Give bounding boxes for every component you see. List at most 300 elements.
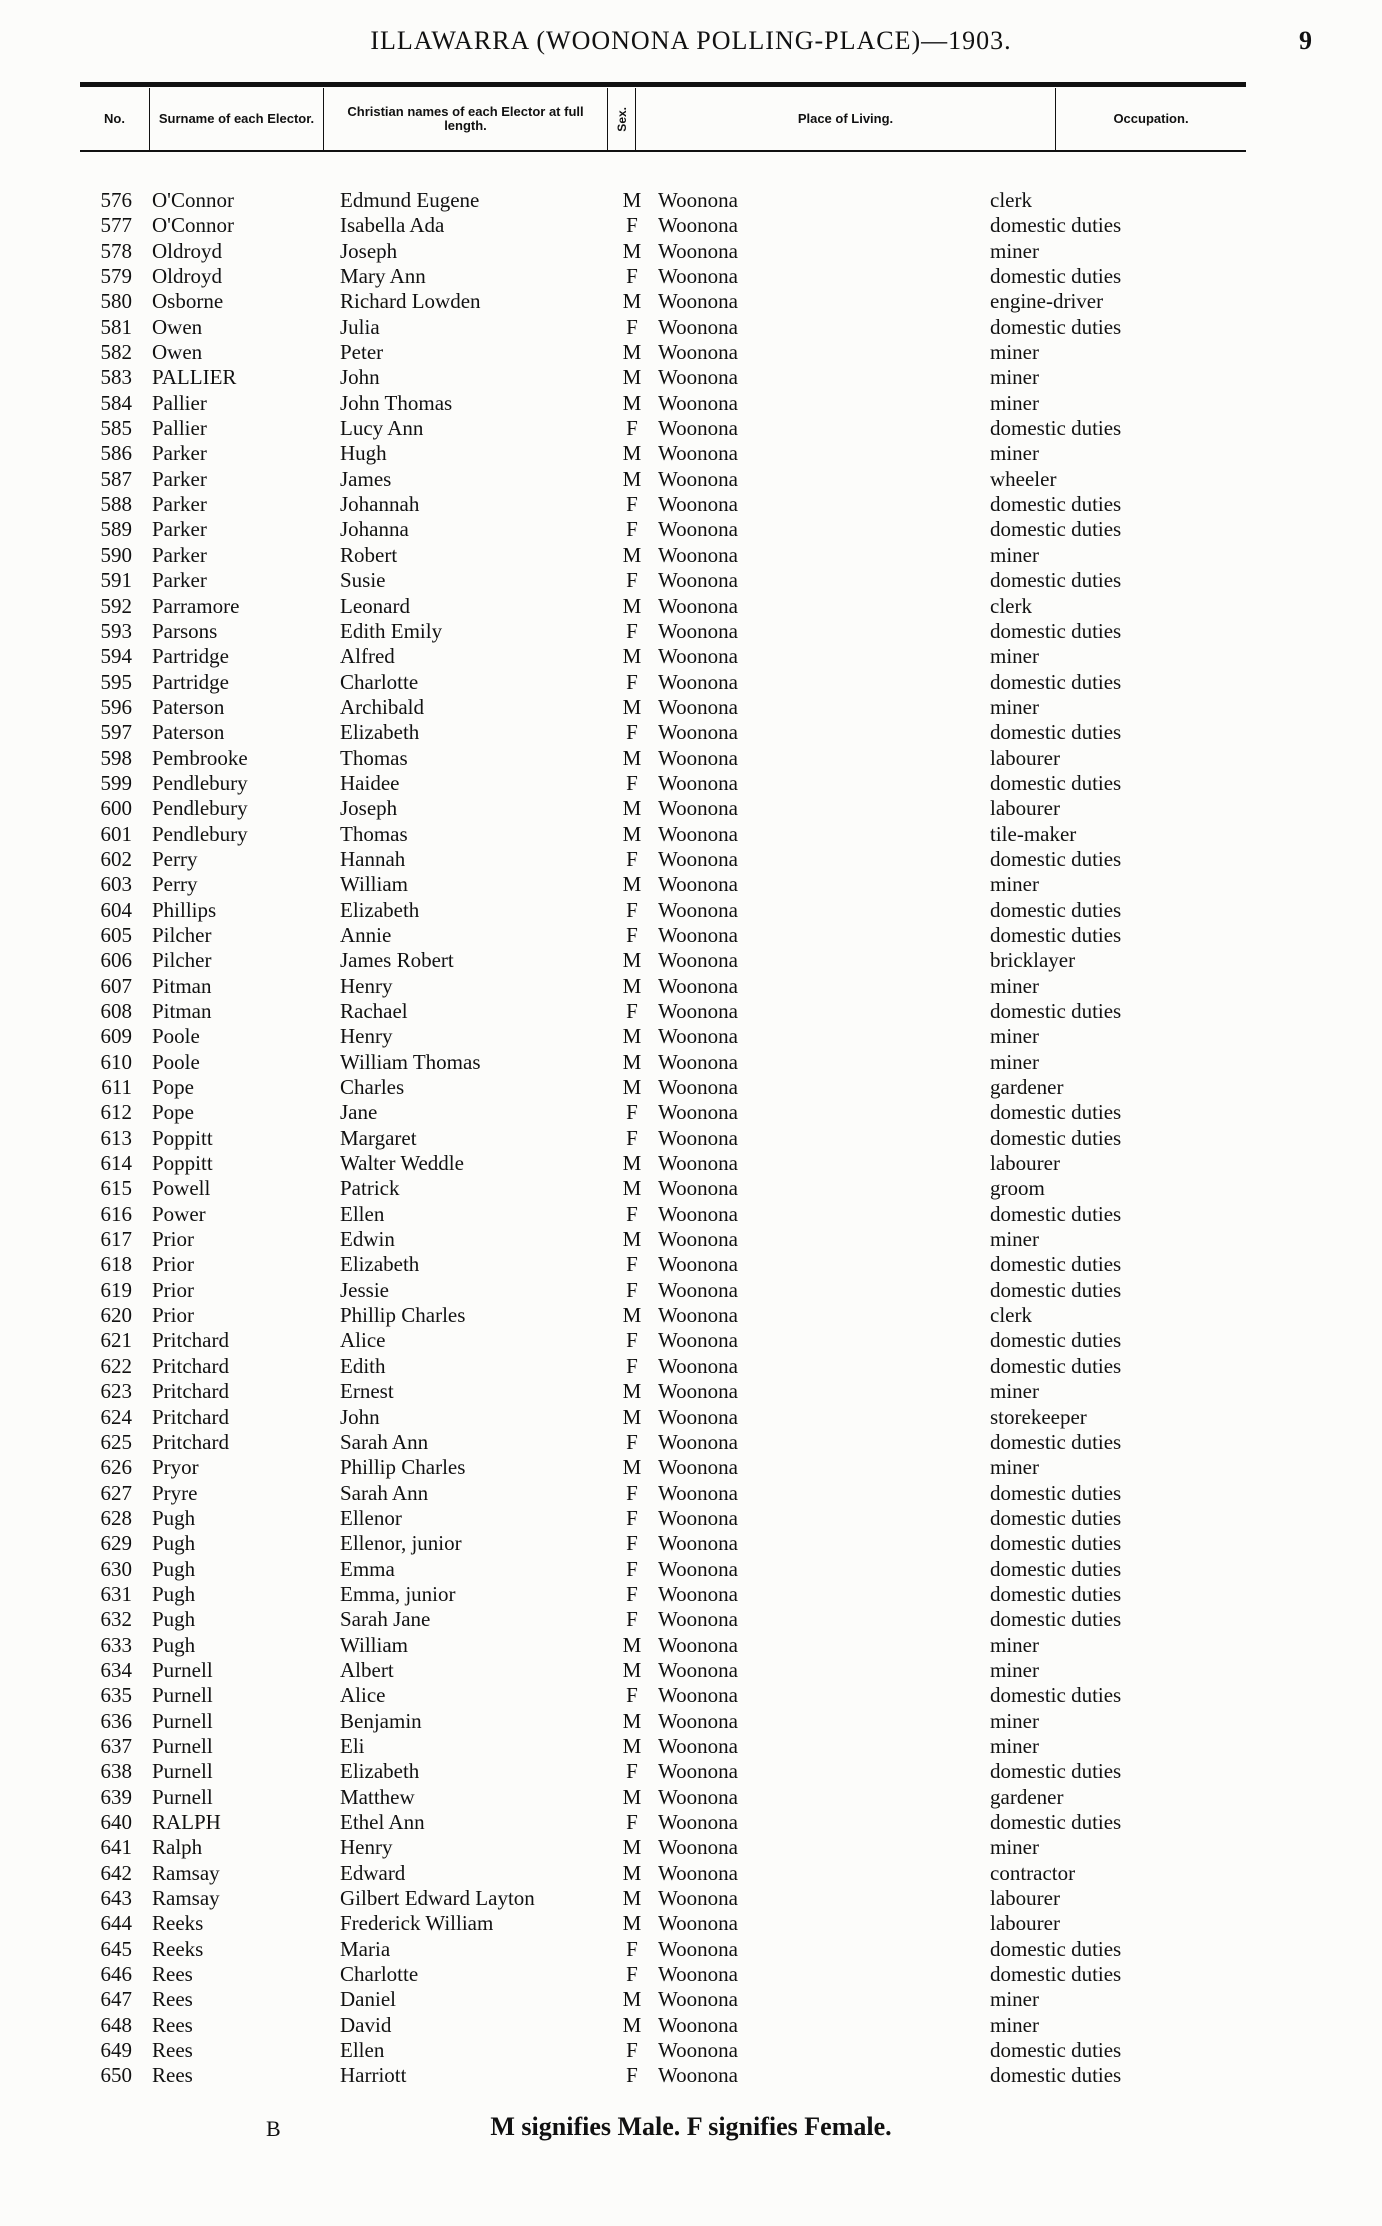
surname-cell: Pryor — [152, 1455, 199, 1480]
sex-cell: M — [622, 365, 642, 390]
christian-names-cell: Margaret — [340, 1125, 417, 1150]
surname-cell: Prior — [152, 1252, 194, 1277]
place-cell: Woonona — [658, 1024, 738, 1049]
surname-cell: Powell — [152, 1176, 211, 1201]
occupation-cell: clerk — [990, 188, 1032, 212]
sex-cell: M — [622, 542, 642, 567]
table-row — [0, 1861, 1382, 1886]
place-cell: Woonona — [658, 1556, 738, 1581]
table-row — [0, 188, 1382, 213]
table-row — [0, 1582, 1382, 1607]
occupation-cell: domestic duties — [990, 1100, 1122, 1125]
table-row — [0, 517, 1382, 542]
elector-list — [0, 188, 1382, 2089]
christian-names-cell: Edmund Eugene — [340, 188, 480, 212]
surname-cell: Pritchard — [152, 1379, 229, 1404]
place-cell: Woonona — [658, 999, 738, 1023]
occupation-cell: domestic duties — [990, 922, 1122, 947]
surname-cell: Pendlebury — [152, 770, 248, 795]
sex-cell: F — [626, 416, 638, 441]
row-number: 619 — [100, 1277, 132, 1302]
row-number: 598 — [100, 745, 132, 770]
surname-cell: Reeks — [152, 1911, 204, 1936]
christian-names-cell: Joseph — [340, 796, 398, 821]
sex-cell: M — [622, 1708, 642, 1733]
occupation-cell: miner — [990, 2012, 1039, 2037]
place-cell: Woonona — [658, 618, 738, 643]
christian-names-cell: Alfred — [340, 644, 395, 669]
table-row — [0, 213, 1382, 238]
christian-names-cell: Joseph — [340, 238, 398, 263]
place-cell: Woonona — [658, 897, 738, 922]
sex-cell: M — [622, 1049, 642, 1074]
place-cell: Woonona — [658, 2063, 738, 2088]
surname-cell: Perry — [152, 846, 198, 871]
surname-cell: Pendlebury — [152, 821, 248, 846]
row-number: 611 — [101, 1075, 132, 1100]
table-row — [0, 822, 1382, 847]
occupation-cell: miner — [990, 390, 1039, 415]
table-row — [0, 1987, 1382, 2012]
table-row — [0, 1202, 1382, 1227]
table-row — [0, 1354, 1382, 1379]
place-cell: Woonona — [658, 1911, 738, 1936]
surname-cell: Purnell — [152, 1683, 213, 1708]
occupation-cell: domestic duties — [990, 1353, 1122, 1378]
christian-names-cell: John Thomas — [340, 390, 453, 415]
row-number: 596 — [100, 694, 132, 719]
surname-cell: Prior — [152, 1277, 194, 1302]
row-number: 637 — [100, 1733, 132, 1758]
christian-names-cell: Maria — [340, 1936, 391, 1961]
surname-cell: Partridge — [152, 669, 229, 694]
row-number: 604 — [100, 897, 132, 922]
place-cell: Woonona — [658, 1759, 738, 1784]
surname-cell: Purnell — [152, 1784, 213, 1809]
place-cell: Woonona — [658, 542, 738, 567]
page-number: 9 — [1299, 26, 1312, 55]
sex-cell: M — [622, 1860, 642, 1885]
table-row — [0, 1683, 1382, 1708]
row-number: 633 — [100, 1632, 132, 1657]
christian-names-cell: Ellenor — [340, 1505, 402, 1530]
place-cell: Woonona — [658, 1151, 738, 1176]
occupation-cell: domestic duties — [990, 1252, 1122, 1277]
sex-cell: F — [626, 1328, 638, 1353]
table-row — [0, 264, 1382, 289]
christian-names-cell: Henry — [340, 973, 393, 998]
surname-cell: Parker — [152, 466, 207, 491]
sex-cell: F — [626, 492, 638, 517]
occupation-cell: domestic duties — [990, 846, 1122, 871]
row-number: 632 — [100, 1607, 132, 1632]
row-number: 649 — [100, 2038, 132, 2063]
christian-names-cell: Frederick William — [340, 1911, 494, 1936]
christian-names-cell: Lucy Ann — [340, 416, 424, 441]
page-title: ILLAWARRA (WOONONA POLLING-PLACE)—1903. — [370, 26, 1012, 55]
table-row — [0, 999, 1382, 1024]
row-number: 624 — [100, 1404, 132, 1429]
occupation-cell: domestic duties — [990, 1683, 1122, 1708]
place-cell: Woonona — [658, 745, 738, 770]
occupation-cell: miner — [990, 973, 1039, 998]
table-row — [0, 1709, 1382, 1734]
row-number: 631 — [100, 1581, 132, 1606]
surname-cell: Pugh — [152, 1632, 196, 1657]
place-cell: Woonona — [658, 644, 738, 669]
occupation-cell: storekeeper — [990, 1404, 1087, 1429]
surname-cell: Rees — [152, 2038, 193, 2063]
row-number: 602 — [100, 846, 132, 871]
table-row — [0, 1126, 1382, 1151]
place-cell: Woonona — [658, 1480, 738, 1505]
row-number: 627 — [100, 1480, 132, 1505]
row-number: 650 — [100, 2063, 132, 2088]
sex-cell: F — [626, 517, 638, 542]
place-cell: Woonona — [658, 1581, 738, 1606]
place-cell: Woonona — [658, 1176, 738, 1201]
occupation-cell: miner — [990, 1227, 1039, 1252]
sex-cell: F — [626, 2038, 638, 2063]
table-row — [0, 289, 1382, 314]
table-row — [0, 315, 1382, 340]
sex-cell: F — [626, 568, 638, 593]
table-row — [0, 239, 1382, 264]
table-row — [0, 492, 1382, 517]
surname-cell: Pritchard — [152, 1404, 229, 1429]
place-cell: Woonona — [658, 213, 738, 238]
table-row — [0, 948, 1382, 973]
christian-names-cell: Phillip Charles — [340, 1303, 466, 1328]
sex-cell: F — [626, 1353, 638, 1378]
place-cell: Woonona — [658, 1075, 738, 1100]
occupation-cell: miner — [990, 1632, 1039, 1657]
surname-cell: Partridge — [152, 644, 229, 669]
table-row — [0, 847, 1382, 872]
table-row — [0, 467, 1382, 492]
table-row — [0, 391, 1382, 416]
occupation-cell: labourer — [990, 745, 1060, 770]
table-row — [0, 1252, 1382, 1277]
sex-cell: M — [622, 1379, 642, 1404]
sex-cell: F — [626, 1607, 638, 1632]
christian-names-cell: Henry — [340, 1835, 393, 1860]
table-row — [0, 416, 1382, 441]
row-number: 612 — [100, 1100, 132, 1125]
occupation-cell: domestic duties — [990, 999, 1122, 1023]
sex-cell: F — [626, 1480, 638, 1505]
occupation-cell: domestic duties — [990, 720, 1122, 745]
place-cell: Woonona — [658, 796, 738, 821]
table-row — [0, 1658, 1382, 1683]
table-row — [0, 1151, 1382, 1176]
sex-legend: M signifies Male. F signifies Female. — [490, 2112, 892, 2141]
sex-cell: M — [622, 1024, 642, 1049]
sex-cell: F — [626, 1505, 638, 1530]
row-number: 625 — [100, 1429, 132, 1454]
christian-names-cell: Benjamin — [340, 1708, 422, 1733]
occupation-cell: miner — [990, 340, 1039, 365]
place-cell: Woonona — [658, 1683, 738, 1708]
surname-cell: Ramsay — [152, 1860, 220, 1885]
row-number: 617 — [100, 1227, 132, 1252]
christian-names-cell: John — [340, 365, 380, 390]
surname-cell: Rees — [152, 1962, 193, 1987]
surname-cell: Poppitt — [152, 1125, 213, 1150]
table-row — [0, 1075, 1382, 1100]
occupation-cell: domestic duties — [990, 1759, 1122, 1784]
christian-names-cell: Jessie — [340, 1277, 389, 1302]
table-row — [0, 746, 1382, 771]
row-number: 629 — [100, 1531, 132, 1556]
sex-cell: M — [622, 188, 642, 212]
table-row — [0, 2013, 1382, 2038]
sex-cell: F — [626, 1429, 638, 1454]
sex-cell: F — [626, 669, 638, 694]
occupation-cell: miner — [990, 644, 1039, 669]
sex-cell: M — [622, 1176, 642, 1201]
row-number: 578 — [100, 238, 132, 263]
occupation-cell: miner — [990, 694, 1039, 719]
occupation-cell: domestic duties — [990, 264, 1122, 289]
occupation-cell: domestic duties — [990, 618, 1122, 643]
sex-cell: F — [626, 1683, 638, 1708]
christian-names-cell: Archibald — [340, 694, 424, 719]
sex-cell: M — [622, 2012, 642, 2037]
surname-cell: Reeks — [152, 1936, 204, 1961]
place-cell: Woonona — [658, 517, 738, 542]
table-row — [0, 1405, 1382, 1430]
occupation-cell: domestic duties — [990, 1505, 1122, 1530]
surname-cell: Pembrooke — [152, 745, 248, 770]
christian-names-cell: Charlotte — [340, 1962, 419, 1987]
row-number: 576 — [100, 188, 132, 212]
christian-names-cell: Johanna — [340, 517, 409, 542]
table-row — [0, 1734, 1382, 1759]
row-number: 605 — [100, 922, 132, 947]
christian-names-cell: Edwin — [340, 1227, 395, 1252]
sex-cell: F — [626, 213, 638, 238]
table-row — [0, 365, 1382, 390]
sex-cell: M — [622, 644, 642, 669]
place-cell: Woonona — [658, 2012, 738, 2037]
christian-names-cell: Elizabeth — [340, 897, 420, 922]
occupation-cell: labourer — [990, 1151, 1060, 1176]
sex-cell: F — [626, 1962, 638, 1987]
surname-cell: Purnell — [152, 1708, 213, 1733]
occupation-cell: miner — [990, 1835, 1039, 1860]
christian-names-cell: David — [340, 2012, 392, 2037]
surname-cell: Owen — [152, 314, 203, 339]
sex-cell: M — [622, 1835, 642, 1860]
christian-names-cell: Alice — [340, 1328, 386, 1353]
row-number: 609 — [100, 1024, 132, 1049]
christian-names-cell: John — [340, 1404, 380, 1429]
place-cell: Woonona — [658, 1277, 738, 1302]
christian-names-cell: William — [340, 872, 408, 897]
row-number: 606 — [100, 948, 132, 973]
place-cell: Woonona — [658, 466, 738, 491]
place-cell: Woonona — [658, 1455, 738, 1480]
occupation-cell: domestic duties — [990, 1328, 1122, 1353]
sex-cell: M — [622, 1455, 642, 1480]
surname-cell: Pugh — [152, 1505, 196, 1530]
column-header-christian-names: Christian names of each Elector at full length. — [324, 88, 608, 150]
place-cell: Woonona — [658, 1632, 738, 1657]
sex-cell: F — [626, 846, 638, 871]
occupation-cell: domestic duties — [990, 1556, 1122, 1581]
sex-cell: M — [622, 1784, 642, 1809]
place-cell: Woonona — [658, 1404, 738, 1429]
table-row — [0, 543, 1382, 568]
christian-names-cell: Robert — [340, 542, 398, 567]
row-number: 610 — [100, 1049, 132, 1074]
place-cell: Woonona — [658, 1860, 738, 1885]
christian-names-cell: Daniel — [340, 1987, 396, 2012]
row-number: 623 — [100, 1379, 132, 1404]
occupation-cell: domestic duties — [990, 1125, 1122, 1150]
christian-names-cell: Emma — [340, 1556, 395, 1581]
column-header-sex-label: Sex. — [614, 106, 629, 132]
table-row — [0, 1531, 1382, 1556]
sex-cell: F — [626, 1201, 638, 1226]
christian-names-cell: James Robert — [340, 948, 454, 973]
sex-cell: M — [622, 973, 642, 998]
christian-names-cell: Susie — [340, 568, 386, 593]
surname-cell: Pritchard — [152, 1429, 229, 1454]
table-row — [0, 872, 1382, 897]
sex-cell: M — [622, 1404, 642, 1429]
occupation-cell: domestic duties — [990, 1936, 1122, 1961]
christian-names-cell: William Thomas — [340, 1049, 481, 1074]
sex-cell: F — [626, 720, 638, 745]
sex-cell: M — [622, 238, 642, 263]
occupation-cell: domestic duties — [990, 2063, 1122, 2088]
sex-cell: M — [622, 745, 642, 770]
table-row — [0, 2038, 1382, 2063]
surname-cell: O'Connor — [152, 188, 234, 212]
sex-cell: M — [622, 1733, 642, 1758]
occupation-cell: miner — [990, 238, 1039, 263]
christian-names-cell: Albert — [340, 1657, 394, 1682]
surname-cell: Purnell — [152, 1733, 213, 1758]
column-header-sex — [608, 88, 636, 150]
sex-cell: M — [622, 1911, 642, 1936]
row-number: 628 — [100, 1505, 132, 1530]
christian-names-cell: Phillip Charles — [340, 1455, 466, 1480]
table-row — [0, 974, 1382, 999]
row-number: 583 — [100, 365, 132, 390]
row-number: 646 — [100, 1962, 132, 1987]
sex-cell: F — [626, 999, 638, 1023]
row-number: 584 — [100, 390, 132, 415]
surname-cell: Parker — [152, 568, 207, 593]
row-number: 648 — [100, 2012, 132, 2037]
place-cell: Woonona — [658, 846, 738, 871]
sex-cell: M — [622, 872, 642, 897]
table-row — [0, 441, 1382, 466]
sex-cell: F — [626, 1810, 638, 1834]
sex-cell: M — [622, 441, 642, 466]
occupation-cell: engine-driver — [990, 289, 1104, 314]
christian-names-cell: Peter — [340, 340, 384, 365]
sex-cell: M — [622, 948, 642, 973]
surname-cell: Perry — [152, 872, 198, 897]
place-cell: Woonona — [658, 1303, 738, 1328]
sex-cell: M — [622, 1987, 642, 2012]
table-row — [0, 1278, 1382, 1303]
table-row — [0, 796, 1382, 821]
table-row — [0, 1911, 1382, 1936]
christian-names-cell: Jane — [340, 1100, 378, 1125]
table-row — [0, 923, 1382, 948]
surname-cell: Prior — [152, 1227, 194, 1252]
surname-cell: Ramsay — [152, 1886, 220, 1911]
row-number: 643 — [100, 1886, 132, 1911]
sex-cell: M — [622, 821, 642, 846]
surname-cell: Parker — [152, 542, 207, 567]
surname-cell: Parker — [152, 517, 207, 542]
row-number: 647 — [100, 1987, 132, 2012]
table-row — [0, 1455, 1382, 1480]
christian-names-cell: Ellen — [340, 2038, 385, 2063]
occupation-cell: domestic duties — [990, 1531, 1122, 1556]
christian-names-cell: Henry — [340, 1024, 393, 1049]
occupation-cell: clerk — [990, 1303, 1032, 1328]
table-row — [0, 1050, 1382, 1075]
christian-names-cell: Walter Weddle — [340, 1151, 464, 1176]
sex-cell: F — [626, 1936, 638, 1961]
christian-names-cell: Elizabeth — [340, 1759, 420, 1784]
place-cell: Woonona — [658, 1049, 738, 1074]
christian-names-cell: Elizabeth — [340, 1252, 420, 1277]
column-header-place: Place of Living. — [636, 88, 1056, 150]
occupation-cell: miner — [990, 1379, 1039, 1404]
row-number: 630 — [100, 1556, 132, 1581]
christian-names-cell: Charlotte — [340, 669, 419, 694]
table-row — [0, 771, 1382, 796]
occupation-cell: miner — [990, 1455, 1039, 1480]
place-cell: Woonona — [658, 340, 738, 365]
sex-cell: M — [622, 1886, 642, 1911]
place-cell: Woonona — [658, 1227, 738, 1252]
row-number: 640 — [100, 1810, 132, 1834]
row-number: 642 — [100, 1860, 132, 1885]
place-cell: Woonona — [658, 1429, 738, 1454]
surname-cell: Owen — [152, 340, 203, 365]
table-row — [0, 1886, 1382, 1911]
sex-cell: F — [626, 314, 638, 339]
surname-cell: Rees — [152, 1987, 193, 2012]
surname-cell: Rees — [152, 2012, 193, 2037]
row-number: 626 — [100, 1455, 132, 1480]
christian-names-cell: Edith Emily — [340, 618, 443, 643]
row-number: 588 — [100, 492, 132, 517]
sex-cell: F — [626, 2063, 638, 2088]
occupation-cell: labourer — [990, 796, 1060, 821]
row-number: 645 — [100, 1936, 132, 1961]
occupation-cell: domestic duties — [990, 1277, 1122, 1302]
occupation-cell: labourer — [990, 1911, 1060, 1936]
place-cell: Woonona — [658, 416, 738, 441]
place-cell: Woonona — [658, 1657, 738, 1682]
table-row — [0, 1810, 1382, 1835]
sex-cell: F — [626, 1581, 638, 1606]
occupation-cell: domestic duties — [990, 1810, 1122, 1834]
place-cell: Woonona — [658, 1328, 738, 1353]
row-number: 603 — [100, 872, 132, 897]
row-number: 590 — [100, 542, 132, 567]
